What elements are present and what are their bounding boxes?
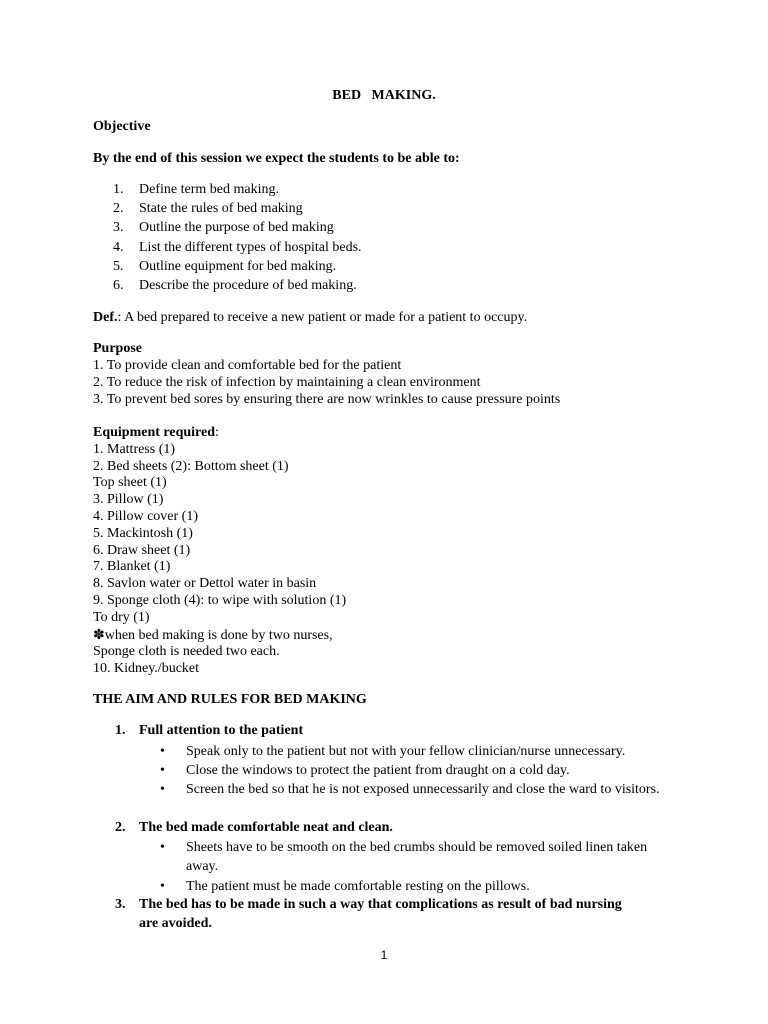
- definition: [93, 310, 527, 326]
- equipment-item: Sponge cloth is needed two each.: [93, 644, 280, 659]
- equipment-item: 2. Bed sheets (2): Bottom sheet (1): [93, 459, 289, 474]
- equipment-item: 8. Savlon water or Dettol water in basin: [93, 576, 317, 591]
- objective-item: 3. Outline the purpose of bed making: [113, 220, 334, 235]
- objective-intro: By the end of this session we expect the students to be able to:: [93, 151, 460, 166]
- document-title: BED MAKING.: [332, 88, 436, 103]
- equipment-item: 4. Pillow cover (1): [93, 509, 198, 524]
- equipment-item: 6. Draw sheet (1): [93, 543, 191, 558]
- objective-item: 4. List the different types of hospital beds.: [113, 240, 362, 255]
- page-number: 1: [380, 948, 388, 962]
- aims-heading: THE AIM AND RULES FOR BED MAKING: [93, 692, 367, 707]
- equipment-item: ✽when bed making is done by two nurses,: [93, 628, 333, 643]
- equipment-heading: Equipment required:: [93, 425, 219, 440]
- equipment-item: 5. Mackintosh (1): [93, 526, 193, 541]
- objective-item: 2. State the rules of bed making: [113, 201, 303, 216]
- rule-heading: 3. The bed has to be made in such a way that complications as result of bad nursing: [115, 897, 622, 912]
- definition-text: : A bed prepared to receive a new patient or made for a patient to occupy.: [117, 310, 528, 325]
- equipment-item: 1. Mattress (1): [93, 442, 176, 457]
- bullet-icon: •: [160, 840, 165, 855]
- purpose-item: 3. To prevent bed sores by ensuring there are now wrinkles to cause pressure points: [93, 392, 561, 407]
- definition-label: Def.: [93, 310, 118, 325]
- purpose-heading: Purpose: [93, 341, 142, 356]
- purpose-item: 1. To provide clean and comfortable bed for the patient: [93, 358, 402, 373]
- bullet-icon: •: [160, 879, 165, 894]
- equipment-item: 10. Kidney./bucket: [93, 661, 200, 676]
- equipment-item: Top sheet (1): [93, 475, 167, 490]
- bullet-icon: •: [160, 763, 165, 778]
- rule-heading: 2. The bed made comfortable neat and clean.: [115, 820, 393, 835]
- objective-item: 6. Describe the procedure of bed making.: [113, 278, 357, 293]
- equipment-item: 9. Sponge cloth (4): to wipe with solution (1): [93, 593, 347, 608]
- purpose-item: 2. To reduce the risk of infection by maintaining a clean environment: [93, 375, 481, 390]
- equipment-item: 3. Pillow (1): [93, 492, 164, 507]
- rule-heading: 1. Full attention to the patient: [115, 723, 304, 738]
- objective-heading: Objective: [93, 119, 151, 134]
- objective-item: 5. Outline equipment for bed making.: [113, 259, 337, 274]
- equipment-item: 7. Blanket (1): [93, 559, 171, 574]
- rule-heading-continuation: are avoided.: [139, 916, 212, 931]
- bullet-icon: •: [160, 744, 165, 759]
- objective-item: 1. Define term bed making.: [113, 182, 279, 197]
- equipment-item: To dry (1): [93, 610, 150, 625]
- bullet-icon: •: [160, 782, 165, 797]
